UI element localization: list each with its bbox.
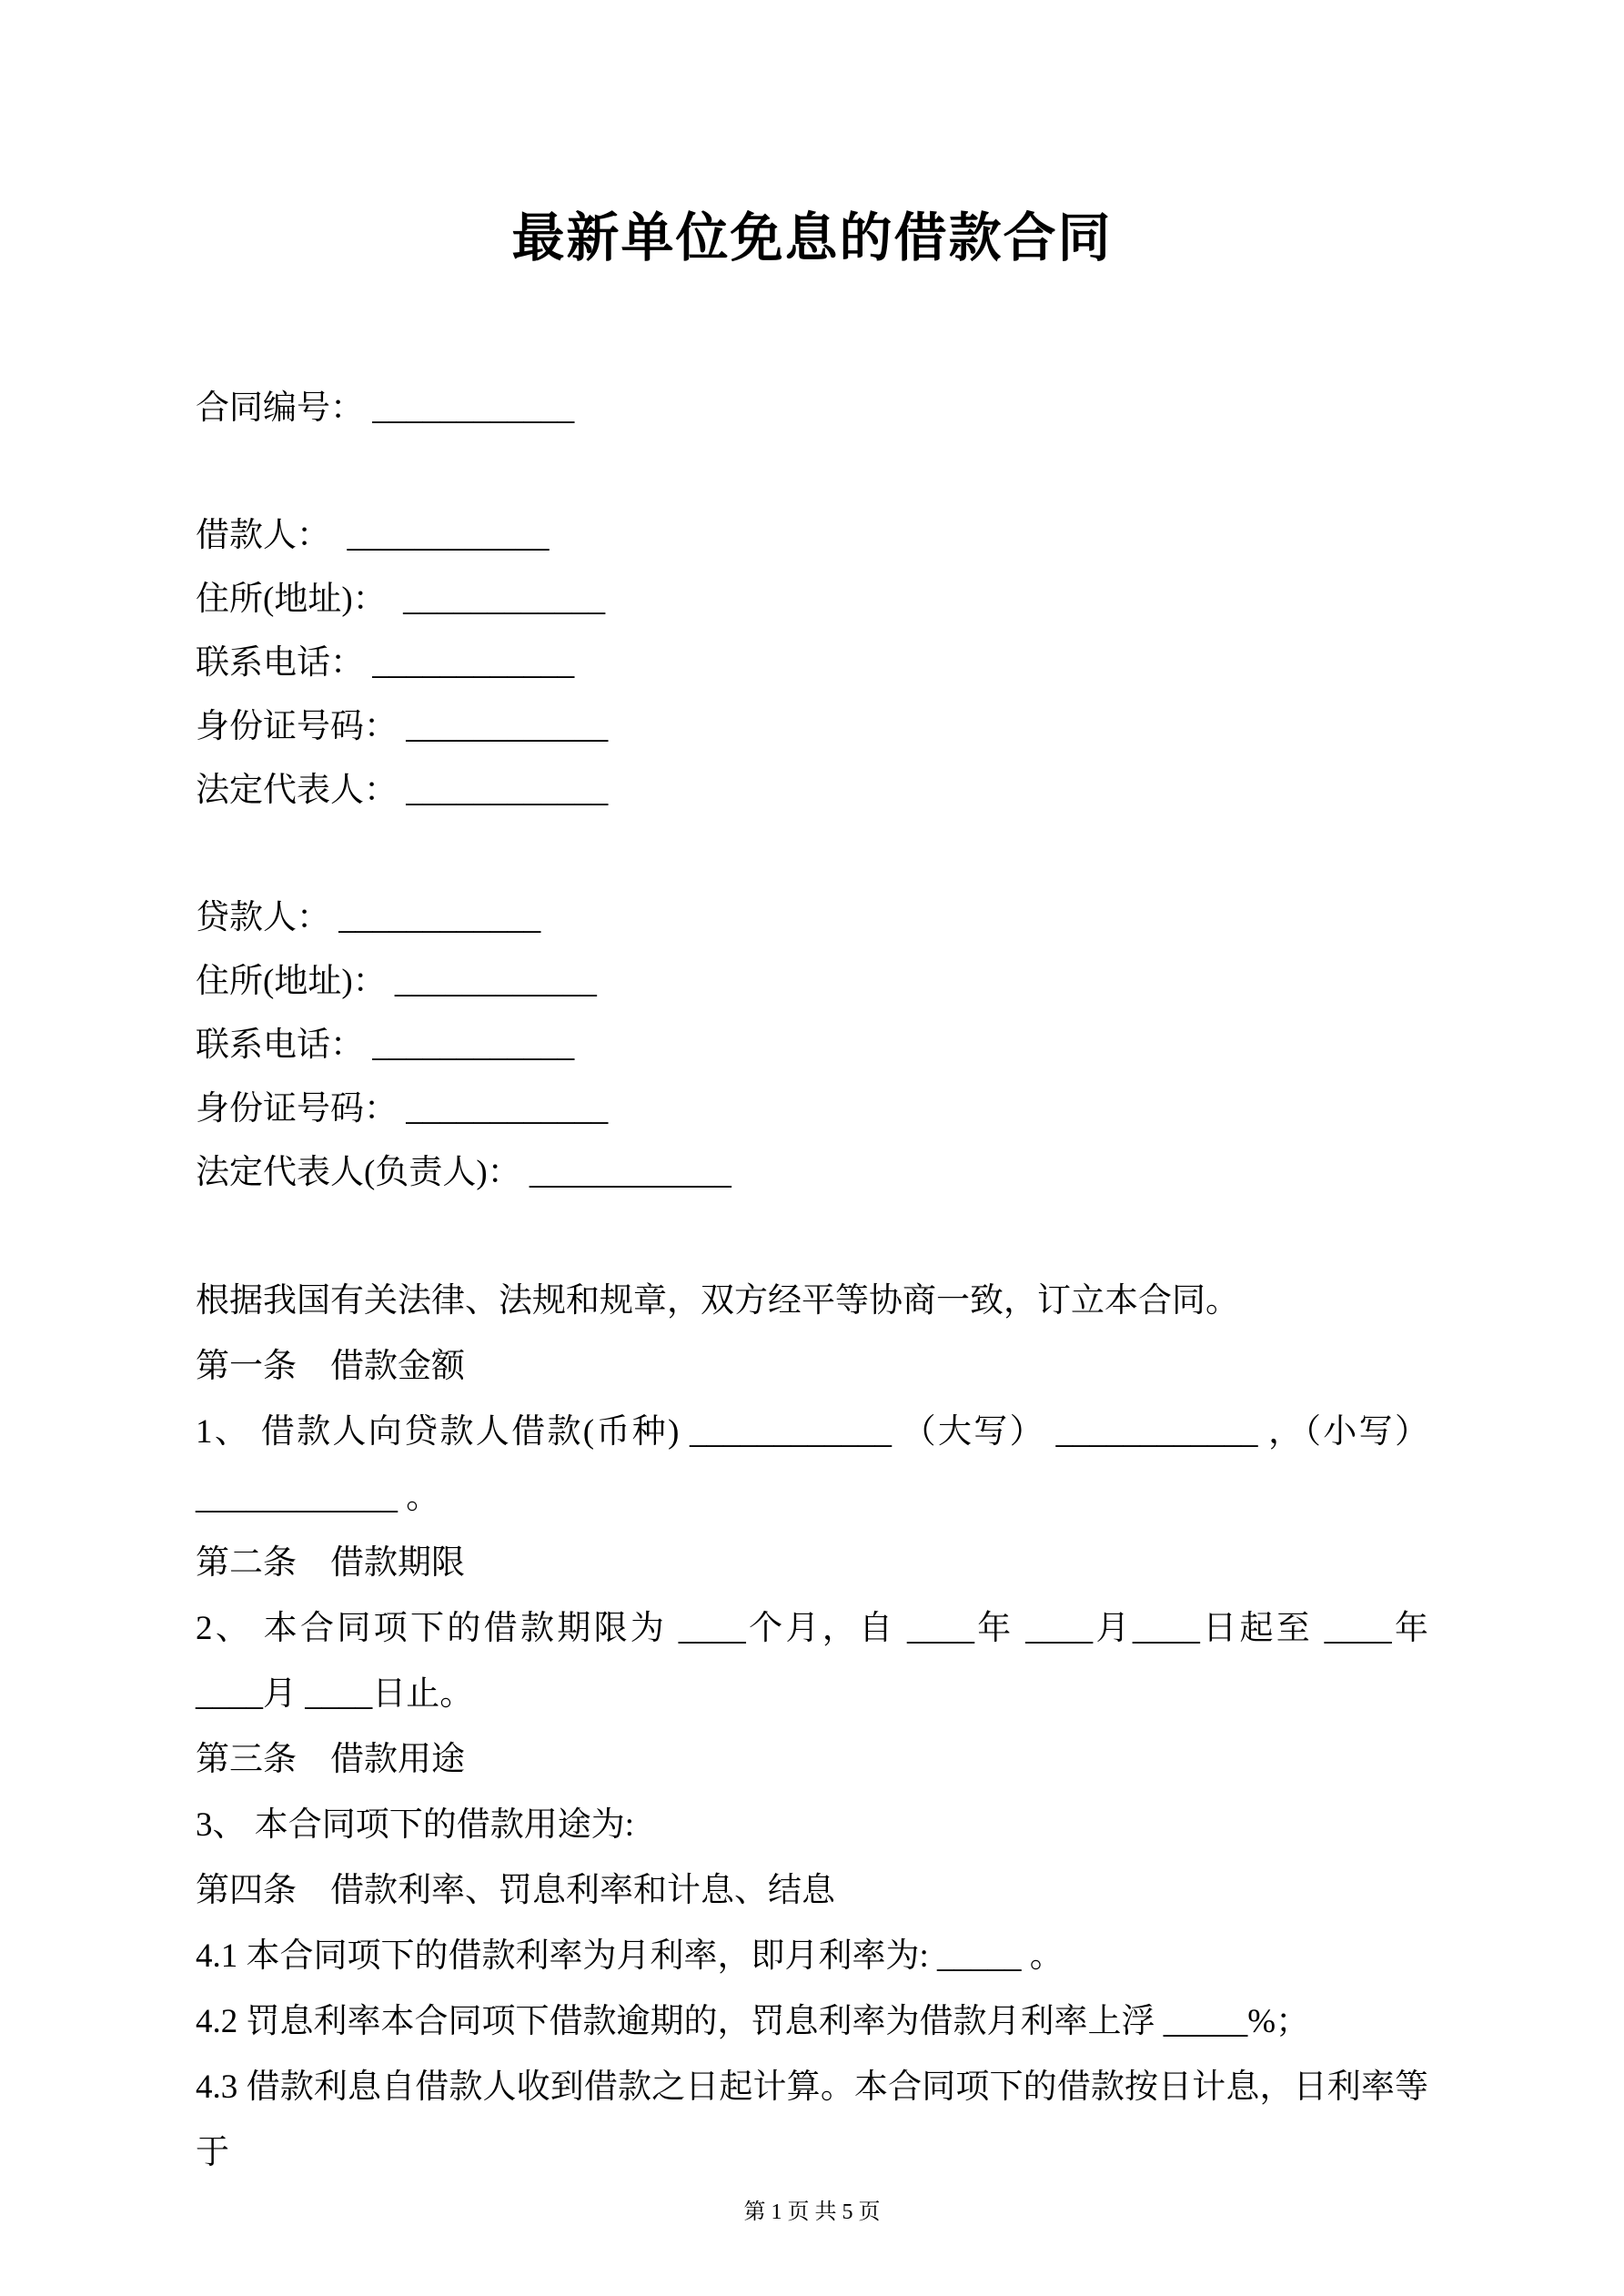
contract-number-line: 合同编号： ____________ bbox=[196, 389, 575, 427]
clause-line: ____________ 。 bbox=[196, 1479, 440, 1516]
borrower-info-line: 借款人： ____________ bbox=[196, 517, 550, 554]
borrower-info-section bbox=[196, 504, 1428, 823]
clause-line: 2、 本合同项下的借款期限为 ____个月，自 ____年 ____月____日起至 ____年 bbox=[196, 1610, 1428, 1647]
lender-info-line: 贷款人： ____________ bbox=[196, 899, 541, 936]
clause-line: 4.3 借款利息自借款人收到借款之日起计算。本合同项下的借款按日计息，日利率等于 bbox=[196, 2068, 1428, 2171]
lender-info-line: 身份证号码： ____________ bbox=[196, 1090, 609, 1128]
clause-line: 第三条 借款用途 bbox=[196, 1741, 465, 1778]
borrower-info-line: 法定代表人： ____________ bbox=[196, 772, 609, 809]
clause-line: 第一条 借款金额 bbox=[196, 1348, 465, 1385]
clause-line: 4.1 本合同项下的借款利率为月利率，即月利率为: _____ 。 bbox=[196, 1937, 1064, 1975]
page-footer: 第 1 页 共 5 页 bbox=[743, 2200, 881, 2224]
clause-line: 第四条 借款利率、罚息利率和计息、结息 bbox=[196, 1872, 835, 1909]
clause-line: 1、 借款人向贷款人借款(币种) ____________ （大写） ____________ ，（小写） bbox=[196, 1413, 1428, 1451]
clause-line: 第二条 借款期限 bbox=[196, 1544, 465, 1582]
document-title: 最新单位免息的借款合同 bbox=[511, 208, 1113, 268]
clause-line: 4.2 罚息利率本合同项下借款逾期的，罚息利率为借款月利率上浮 _____%； bbox=[196, 2003, 1310, 2040]
lender-info-section bbox=[196, 886, 1428, 1205]
lender-info-line: 联系电话： ____________ bbox=[196, 1027, 575, 1064]
clause-line: 3、 本合同项下的借款用途为: bbox=[196, 1806, 635, 1844]
contract-clauses-section bbox=[196, 1269, 1428, 2186]
lender-info-line: 法定代表人(负责人)： ____________ bbox=[196, 1154, 731, 1191]
borrower-info-line: 身份证号码： ____________ bbox=[196, 708, 609, 745]
borrower-info-line: 住所(地址)： ____________ bbox=[196, 581, 606, 618]
clause-line: ____月 ____日止。 bbox=[196, 1675, 474, 1713]
lender-info-line: 住所(地址)： ____________ bbox=[196, 963, 597, 1000]
clause-line: 根据我国有关法律、法规和规章，双方经平等协商一致，订立本合同。 bbox=[196, 1282, 1239, 1320]
borrower-info-line: 联系电话： ____________ bbox=[196, 644, 575, 682]
